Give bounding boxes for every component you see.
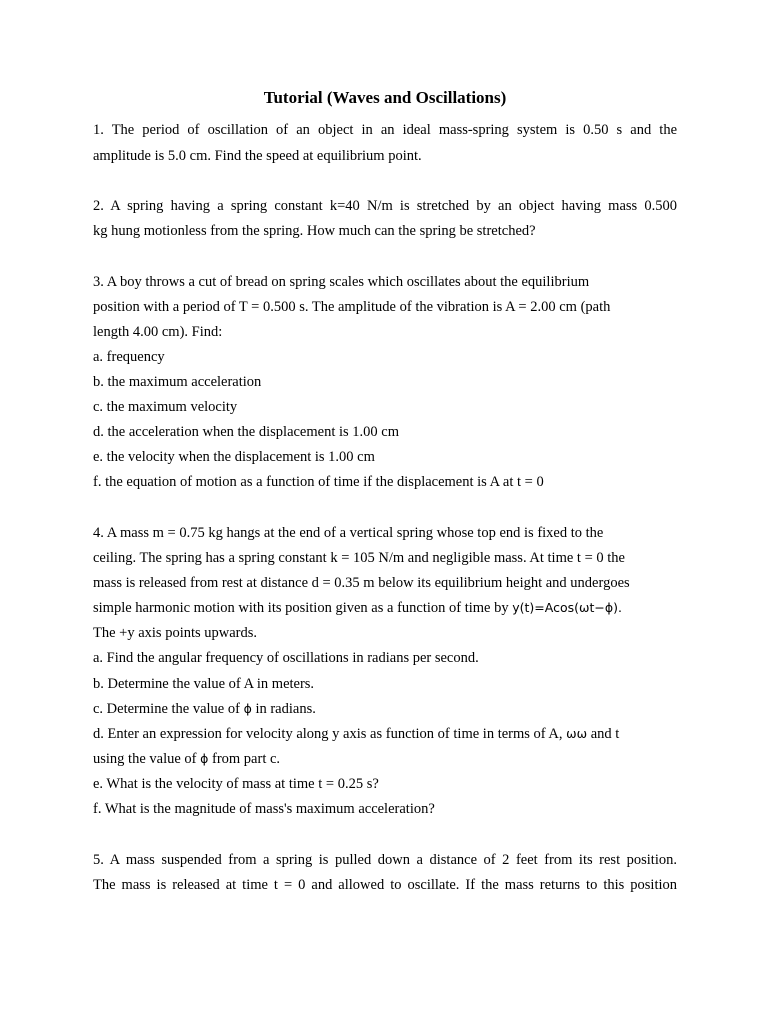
q3-part-f: f. the equation of motion as a function of time if the displacement is A at t = 0 xyxy=(93,474,544,490)
q4-line-5: The +y axis points upwards. xyxy=(93,625,258,641)
q4-part-e: e. What is the velocity of mass at time t = 0.25 s? xyxy=(93,776,379,792)
q4-part-b: b. Determine the value of A in meters. xyxy=(93,676,315,692)
q4-line-4 xyxy=(93,598,622,618)
q4-line-1: 4. A mass m = 0.75 kg hangs at the end of a vertical spring whose top end is fixed to the xyxy=(93,525,604,541)
omega-symbol: ωω xyxy=(566,726,588,741)
q4-part-c-text-end: in radians. xyxy=(251,701,316,717)
q4-position-formula: y(t)=Acos(ωt−ϕ). xyxy=(512,600,622,615)
q4-line-3: mass is released from rest at distance d = 0.35 m below its equilibrium height and undergoes xyxy=(93,575,630,591)
q3-part-b: b. the maximum acceleration xyxy=(93,374,262,390)
q4-part-d-text: d. Enter an expression for velocity along y axis as function of time in terms of A, xyxy=(93,726,567,742)
q4-part-d-text-end: and t xyxy=(587,726,620,742)
q4-line-4-text: simple harmonic motion with its position given as a function of time by xyxy=(93,600,513,616)
q4-part-d-line-2 xyxy=(93,749,280,769)
q3-part-e: e. the velocity when the displacement is 1.00 cm xyxy=(93,449,375,465)
q4-part-a: a. Find the angular frequency of oscillations in radians per second. xyxy=(93,650,479,666)
q3-line-3: length 4.00 cm). Find: xyxy=(93,324,223,340)
phi-symbol: ϕ xyxy=(200,751,209,766)
q5-line-1: 5. A mass suspended from a spring is pulled down a distance of 2 feet from its rest position. xyxy=(93,852,677,868)
q2-line-1: 2. A spring having a spring constant k=40 N/m is stretched by an object having mass 0.500 xyxy=(93,198,677,214)
q3-part-c: c. the maximum velocity xyxy=(93,399,238,415)
document-title: Tutorial (Waves and Oscillations) xyxy=(263,88,507,107)
q1-line-1: 1. The period of oscillation of an object in an ideal mass-spring system is 0.50 s and the xyxy=(93,122,677,138)
q5-line-2: The mass is released at time t = 0 and allowed to oscillate. If the mass returns to this position xyxy=(93,877,677,893)
q4-line-2: ceiling. The spring has a spring constant k = 105 N/m and negligible mass. At time t = 0 the xyxy=(93,550,625,566)
q4-part-d xyxy=(93,724,619,744)
q4-part-d2-text-end: from part c. xyxy=(208,751,281,767)
q4-part-f: f. What is the magnitude of mass's maximum acceleration? xyxy=(93,801,435,817)
q3-line-2: position with a period of T = 0.500 s. The amplitude of the vibration is A = 2.00 cm (path xyxy=(93,299,611,315)
q3-part-a: a. frequency xyxy=(93,349,165,365)
q4-part-d2-text: using the value of xyxy=(93,751,201,767)
q1-line-2: amplitude is 5.0 cm. Find the speed at equilibrium point. xyxy=(93,148,422,164)
q4-part-c xyxy=(93,699,316,719)
phi-symbol: ϕ xyxy=(243,701,252,716)
q3-part-d: d. the acceleration when the displacement is 1.00 cm xyxy=(93,424,400,440)
q3-line-1: 3. A boy throws a cut of bread on spring scales which oscillates about the equilibrium xyxy=(93,274,590,290)
q4-part-c-text: c. Determine the value of xyxy=(93,701,244,717)
q2-line-2: kg hung motionless from the spring. How much can the spring be stretched? xyxy=(93,223,536,239)
